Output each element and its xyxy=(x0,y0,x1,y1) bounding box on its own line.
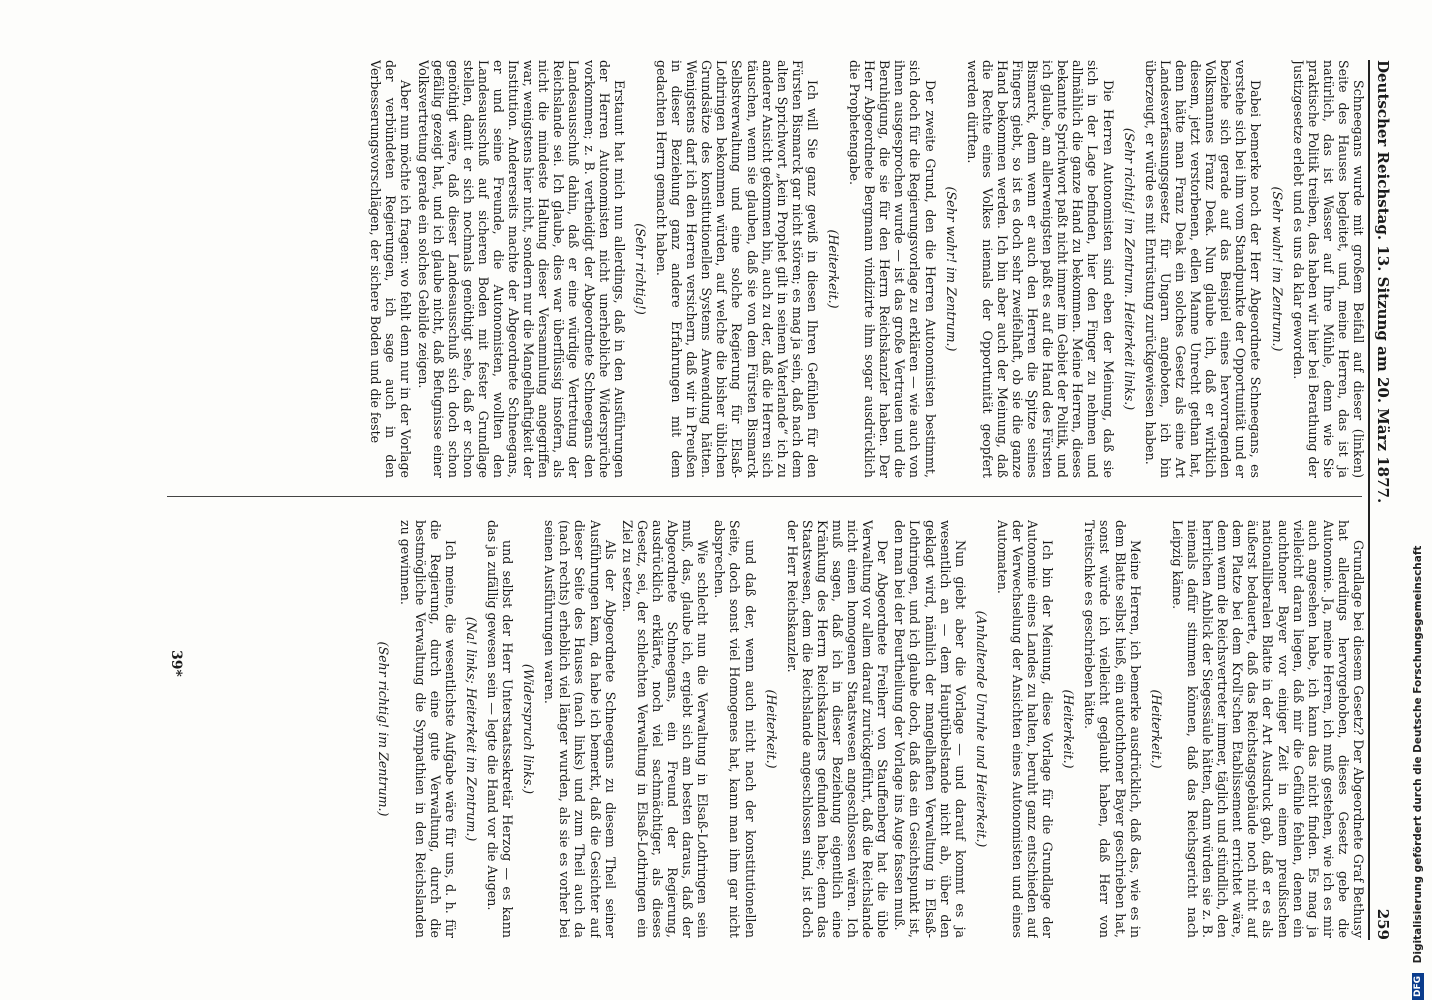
page-header xyxy=(1370,60,1396,940)
header-rule xyxy=(1368,60,1370,940)
paragraph: Dabei bemerke noch der Herr Abgeordnete Schneegans, es verstehe sich bei ihm vom Standpunkte der Opportunität und er beziehe sich gerade auf das Beispiel eines hervorragenden Volksmannes Franz Deak. Nun glaube ich, daß er wirklich diesem, jetzt verstorbenen, edlen Manne Unrecht gethan hat, denn hätte man Franz Deak ein solches Gesetz als eine Art Landesverfassungsgesetz für Ungarn angeboten, ich bin überzeugt, er würde es mit Entrüstung zurückgewiesen haben. xyxy=(1142,60,1264,478)
paragraph: Erstaunt hat mich nun allerdings, daß in den Ausführungen der Herren Autonomisten nicht unerhebliche Widersprüche vorkommen; z. B. vertheidigt der Abgeordnete Schneegans den Landesausschuß dahin, daß er eine würdige Vertretung der Reichslande sei. Ich glaube, dies war überflüssig insofern, als nicht die mindeste Haltung dieser Versammlung angegriffen war, wenigstens hier nicht, sondern nur die Mangelhaftigkeit der Institution. Andererseits machte der Abgeordnete Schneegans, er und seine Freunde, die Autonomisten, wollten den Landesausschuß auf sicheren Boden mit fester Grundlage stellen, damit er sich nochmals genöthigt sehe, daß er schon genöthigt wäre, daß dieser Landesausschuß sich doch schon gefällig gezeigt hat, und ich glaube nicht, daß Befugnisse einer Volksvertretung gerade ein solches Gebilde zeigen. xyxy=(415,60,627,478)
page-title: Deutscher Reichstag. 13. Sitzung am 20. März 1877. xyxy=(1374,60,1392,504)
text-column-right xyxy=(161,520,1366,938)
text-column-left xyxy=(161,60,1366,478)
interjection: (Heiterkeit.) xyxy=(1148,689,1164,769)
paragraph: und selbst der Herr Unterstaatssekretär Herzog — es kann das ja zufällig gewesen sein — legte die Hand vor die Augen. xyxy=(485,520,516,938)
paragraph: Aber nun möchte ich fragen: wo fehlt denn nur in der Vorlage der verbündeten Regierungen, ich sage auch in den Verbesserungsvorschlägen, der sichere Boden und die feste xyxy=(368,60,414,478)
interjection: (Sehr wahr! im Zentrum.) xyxy=(943,186,959,352)
paragraph: Ich meine, die wesentlichste Aufgabe wäre für uns, d. h. für die Regierung, durch eine gute Verwaltung, durch die bestmögliche Verwaltung die Sympathien in den Reichslanden zu gewinnen. xyxy=(397,520,458,938)
paragraph: Wie schlecht nun die Verwaltung in Elsaß-Lothringen sein muß, das, glaube ich, ergiebt sich am besten daraus, daß der Abgeordnete Schneegans, ein Freund der Regierung, ausdrücklich erklärte, noch viel sachmächtiger, als dieses Gesetz, sei, der schlechten Verwaltung in Elsaß-Lothringen ein Ziel zu setzen. xyxy=(619,520,711,938)
paragraph: Ich will Sie ganz gewiß in diesen Ihren Gefühlen für den Fürsten Bismarck gar nicht stören; es mag ja sein, daß nach dem alten Sprichwort „kein Prophet gilt in seinem Vaterlande“ ich zu anderer Ansicht gekommen bin, auch zu der, daß die Herren sich täuschen, wenn sie glauben, daß sie von dem Fürsten Bismarck Selbstverwaltung und eine solche Regierung für Elsaß-Lothringen bekommen würden, auf welche die bisher üblichen Grundsätze des konstitutionellen Systems Anwendung hätten. Wenigstens darf ich den Herren versichern, daß wir in Preußen in dieser Beziehung ganz andere Erfahrungen mit dem gedachten Herrn gemacht haben. xyxy=(653,60,820,478)
paragraph: Die Herren Autonomisten sind eben der Meinung, daß sie sich in der Lage befinden, hier den Finger zu nehmen und allmählich die ganze Hand zu bekommen. Meine Herren, dieses bekannte Sprichwort paßt nicht immer im Gebiet der Politik, und ich glaube, am allerwenigsten paßt es auf die Hand des Fürsten Bismarck, denn wenn er auch den Herren die Spitze seines Fingers giebt, so ist es doch sehr zweifelhaft, ob sie die ganze Hand bekommen werden. Ich bin aber auch der Meinung, daß die Rechte eines Volkes niemals der Opportunität geopfert werden dürften. xyxy=(964,60,1116,478)
paragraph: Schneegans wurde mit großem Beifall auf dieser (linken) Seite des Hauses begleitet, und, meine Herren, das ist ja natürlich, das ist Wasser auf Ihre Mühle, denn wie Sie praktische Politik treiben, das haben wir hier bei Berathung der Justizgesetze erlebt und es uns da klar geworden. xyxy=(1290,60,1366,478)
dfg-logo: DFG xyxy=(1412,973,1424,1000)
interjection: (Sehr richtig!) xyxy=(632,223,648,315)
footer-text: Digitalisierung gefördert durch die Deutsche Forschungsgemeinschaft xyxy=(1412,545,1424,964)
paragraph: Nun giebt aber die Vorlage — und darauf kommt es ja wesentlich an — dem Hauptübelstande nicht ab, über den geklagt wird, nämlich der mangelhaften Verwaltung in Elsaß-Lothringen, und ich glaube doch, daß das ein Gesichtspunkt ist, den man bei der Beurtheilung der Vorlage ins Auge fassen muß. xyxy=(892,520,968,938)
column-divider xyxy=(167,496,1362,497)
interjection: (Heiterkeit.) xyxy=(826,229,841,309)
interjection: (Heiterkeit.) xyxy=(1061,689,1077,769)
paragraph: Meine Herren, ich bemerke ausdrücklich, daß das, wie es in dem Blatte selbst hieß, ein autochthoner Bayer geschrieben hat, sonst würde ich vielleicht geglaubt haben, daß Herr von Treitschke es geschrieben hätte. xyxy=(1082,520,1143,938)
interjection: (Sehr wahr! im Zentrum.) xyxy=(1269,186,1285,352)
digitization-footer xyxy=(1412,10,1430,1000)
interjection: (Na! links; Heiterkeit im Zentrum.) xyxy=(463,616,479,842)
interjection: (Heiterkeit.) xyxy=(763,689,779,769)
paragraph: Ich bin der Meinung, diese Vorlage für die Grundlage der Autonomie eines Landes zu halten, beruht ganz entschieden auf der Verwechselung der Ansichten eines Autonomisten und eines Automaten. xyxy=(994,520,1056,938)
interjection: (Anhaltende Unruhe und Heiterkeit.) xyxy=(973,610,989,848)
signature-mark: 39* xyxy=(168,650,184,677)
paragraph: Als der Abgeordnete Schneegans zu diesem Theil seiner Ausführungen kam, da habe ich bemerkt, daß die Gesichter auf dieser Seite des Hauses (nach links) und zum Theil auch da (nach rechts) erheblich viel länger wurden, als sie es vorher bei seinen Ausführungen waren. xyxy=(542,520,618,938)
interjection: (Sehr richtig! im Zentrum.) xyxy=(376,641,392,817)
paragraph: Grundlage bei diesem Gesetz? Der Abgeordnete Graf Bethusy hat allerdings hervorgehoben, dieses Gesetz gebe die Autonomie. Ja, meine Herren, ich muß gestehen, wie ich es mir auch angesehen habe, ich kann das nicht finden. Es mag ja vielleicht daran liegen, daß mir die Gefühle fehlen, denen ein auchthoner Bayer vor einiger Zeit in einem preußischen nationalliberalen Blatte in der Art Ausdruck gab, daß er es als äußerst bedauerte, daß das Reichstagsgebäude noch nicht auf dem Platze bei dem Kroll'schen Etablissement errichtet wäre, denn wenn die Reichsvertreter immer, täglich und stündlich, den herrlichen Anblick der Siegessäule hätten, dann würden sie z. B. niemals dafür stimmen können, daß das Reichsgericht nach Leipzig käme. xyxy=(1169,520,1366,938)
interjection: (Sehr richtig! im Zentrum. Heiterkeit links.) xyxy=(1121,127,1137,411)
paragraph: Der Abgeordnete Freiherr von Stauffenberg hat die üble Verwaltung vor allem darauf zurückgeführt, daß die Reichslande nicht einen homogenen Staatswesen angeschlossen wären. Ich muß sagen, daß ich in dieser Beziehung eigentlich eine Kränkung des Herrn Reichskanzlers gefunden habe; denn das Staatswesen, dem die Reichslande angeschlossen sind, ist doch der Herr Reichskanzler. xyxy=(784,520,891,938)
paragraph: Der zweite Grund, den die Herren Autonomisten bestimmt, sich doch für die Regierungsvorlage zu erklären — wie auch von ihnen ausgesprochen wurde — ist das große Vertrauen und die Beruhigung, die sie für den Herrn Reichskanzler haben. Der Herr Abgeordnete Bergmann vindizirte ihm sogar ausdrücklich die Prophetengabe. xyxy=(847,60,938,478)
page-number: 259 xyxy=(1374,908,1392,940)
interjection: (Widerspruch links.) xyxy=(521,663,537,795)
paragraph: und daß der, wenn auch nicht nach der konstitutionellen Seite, doch sonst viel Homogenes hat, kann man ihm gar nicht absprechen. xyxy=(712,520,758,938)
